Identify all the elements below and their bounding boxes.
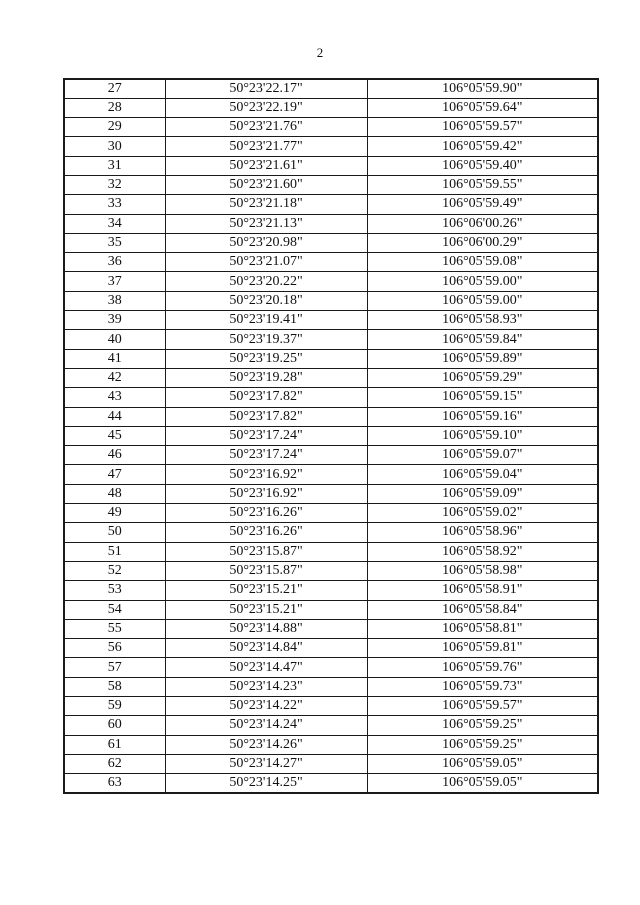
point-number-cell: 61: [64, 735, 165, 754]
latitude-cell: 50°23'14.27": [165, 754, 367, 773]
point-number-cell: 51: [64, 542, 165, 561]
longitude-cell: 106°05'59.81": [367, 639, 598, 658]
latitude-cell: 50°23'14.47": [165, 658, 367, 677]
latitude-cell: 50°23'15.21": [165, 581, 367, 600]
longitude-cell: 106°05'59.57": [367, 697, 598, 716]
table-row: [64, 214, 598, 233]
point-number-cell: 58: [64, 677, 165, 696]
table-row: [64, 658, 598, 677]
table-row: [64, 600, 598, 619]
table-row: [64, 137, 598, 156]
table-row: [64, 156, 598, 175]
table-row: [64, 98, 598, 117]
longitude-cell: 106°05'59.89": [367, 349, 598, 368]
point-number-cell: 45: [64, 426, 165, 445]
longitude-cell: 106°05'59.57": [367, 118, 598, 137]
point-number-cell: 28: [64, 98, 165, 117]
point-number-cell: 42: [64, 368, 165, 387]
point-number-cell: 38: [64, 291, 165, 310]
point-number-cell: 40: [64, 330, 165, 349]
longitude-cell: 106°05'59.07": [367, 446, 598, 465]
table-row: [64, 677, 598, 696]
latitude-cell: 50°23'20.98": [165, 233, 367, 252]
longitude-cell: 106°05'59.42": [367, 137, 598, 156]
longitude-cell: 106°06'00.29": [367, 233, 598, 252]
latitude-cell: 50°23'16.26": [165, 523, 367, 542]
latitude-cell: 50°23'16.26": [165, 504, 367, 523]
coordinates-table-body: [64, 79, 598, 793]
table-row: [64, 619, 598, 638]
longitude-cell: 106°06'00.26": [367, 214, 598, 233]
longitude-cell: 106°05'59.00": [367, 291, 598, 310]
latitude-cell: 50°23'14.24": [165, 716, 367, 735]
longitude-cell: 106°05'59.16": [367, 407, 598, 426]
latitude-cell: 50°23'21.76": [165, 118, 367, 137]
longitude-cell: 106°05'59.15": [367, 388, 598, 407]
point-number-cell: 50: [64, 523, 165, 542]
table-row: [64, 368, 598, 387]
table-row: [64, 561, 598, 580]
table-row: [64, 426, 598, 445]
table-row: [64, 253, 598, 272]
point-number-cell: 62: [64, 754, 165, 773]
longitude-cell: 106°05'58.92": [367, 542, 598, 561]
latitude-cell: 50°23'16.92": [165, 484, 367, 503]
latitude-cell: 50°23'21.60": [165, 175, 367, 194]
point-number-cell: 31: [64, 156, 165, 175]
point-number-cell: 63: [64, 774, 165, 793]
latitude-cell: 50°23'17.24": [165, 446, 367, 465]
longitude-cell: 106°05'59.49": [367, 195, 598, 214]
latitude-cell: 50°23'22.17": [165, 79, 367, 98]
point-number-cell: 35: [64, 233, 165, 252]
point-number-cell: 59: [64, 697, 165, 716]
point-number-cell: 57: [64, 658, 165, 677]
latitude-cell: 50°23'19.28": [165, 368, 367, 387]
point-number-cell: 41: [64, 349, 165, 368]
latitude-cell: 50°23'20.22": [165, 272, 367, 291]
latitude-cell: 50°23'21.18": [165, 195, 367, 214]
longitude-cell: 106°05'59.64": [367, 98, 598, 117]
latitude-cell: 50°23'14.84": [165, 639, 367, 658]
point-number-cell: 37: [64, 272, 165, 291]
table-row: [64, 716, 598, 735]
table-row: [64, 233, 598, 252]
longitude-cell: 106°05'58.93": [367, 311, 598, 330]
longitude-cell: 106°05'58.96": [367, 523, 598, 542]
table-row: [64, 349, 598, 368]
point-number-cell: 29: [64, 118, 165, 137]
table-row: [64, 118, 598, 137]
point-number-cell: 44: [64, 407, 165, 426]
latitude-cell: 50°23'19.41": [165, 311, 367, 330]
longitude-cell: 106°05'59.25": [367, 716, 598, 735]
point-number-cell: 56: [64, 639, 165, 658]
longitude-cell: 106°05'59.40": [367, 156, 598, 175]
latitude-cell: 50°23'21.13": [165, 214, 367, 233]
table-row: [64, 330, 598, 349]
latitude-cell: 50°23'19.37": [165, 330, 367, 349]
longitude-cell: 106°05'59.04": [367, 465, 598, 484]
table-row: [64, 175, 598, 194]
latitude-cell: 50°23'21.61": [165, 156, 367, 175]
point-number-cell: 27: [64, 79, 165, 98]
table-row: [64, 446, 598, 465]
latitude-cell: 50°23'21.77": [165, 137, 367, 156]
latitude-cell: 50°23'15.87": [165, 542, 367, 561]
table-row: [64, 484, 598, 503]
longitude-cell: 106°05'58.81": [367, 619, 598, 638]
table-row: [64, 735, 598, 754]
table-row: [64, 774, 598, 793]
latitude-cell: 50°23'16.92": [165, 465, 367, 484]
latitude-cell: 50°23'19.25": [165, 349, 367, 368]
table-row: [64, 272, 598, 291]
table-row: [64, 388, 598, 407]
longitude-cell: 106°05'59.05": [367, 774, 598, 793]
longitude-cell: 106°05'59.90": [367, 79, 598, 98]
longitude-cell: 106°05'59.25": [367, 735, 598, 754]
longitude-cell: 106°05'59.08": [367, 253, 598, 272]
point-number-cell: 52: [64, 561, 165, 580]
table-row: [64, 581, 598, 600]
longitude-cell: 106°05'59.10": [367, 426, 598, 445]
table-row: [64, 754, 598, 773]
point-number-cell: 53: [64, 581, 165, 600]
point-number-cell: 30: [64, 137, 165, 156]
latitude-cell: 50°23'20.18": [165, 291, 367, 310]
point-number-cell: 32: [64, 175, 165, 194]
table-row: [64, 407, 598, 426]
latitude-cell: 50°23'14.22": [165, 697, 367, 716]
longitude-cell: 106°05'59.09": [367, 484, 598, 503]
latitude-cell: 50°23'14.25": [165, 774, 367, 793]
longitude-cell: 106°05'58.84": [367, 600, 598, 619]
latitude-cell: 50°23'14.23": [165, 677, 367, 696]
longitude-cell: 106°05'59.55": [367, 175, 598, 194]
latitude-cell: 50°23'15.87": [165, 561, 367, 580]
latitude-cell: 50°23'14.88": [165, 619, 367, 638]
longitude-cell: 106°05'58.98": [367, 561, 598, 580]
point-number-cell: 54: [64, 600, 165, 619]
point-number-cell: 39: [64, 311, 165, 330]
latitude-cell: 50°23'17.82": [165, 407, 367, 426]
longitude-cell: 106°05'58.91": [367, 581, 598, 600]
table-row: [64, 311, 598, 330]
coordinates-table: [63, 78, 599, 794]
longitude-cell: 106°05'59.29": [367, 368, 598, 387]
table-row: [64, 465, 598, 484]
latitude-cell: 50°23'17.82": [165, 388, 367, 407]
table-row: [64, 697, 598, 716]
point-number-cell: 49: [64, 504, 165, 523]
longitude-cell: 106°05'59.05": [367, 754, 598, 773]
latitude-cell: 50°23'14.26": [165, 735, 367, 754]
table-row: [64, 291, 598, 310]
point-number-cell: 33: [64, 195, 165, 214]
point-number-cell: 48: [64, 484, 165, 503]
table-row: [64, 639, 598, 658]
longitude-cell: 106°05'59.00": [367, 272, 598, 291]
point-number-cell: 43: [64, 388, 165, 407]
table-row: [64, 542, 598, 561]
latitude-cell: 50°23'21.07": [165, 253, 367, 272]
longitude-cell: 106°05'59.84": [367, 330, 598, 349]
longitude-cell: 106°05'59.02": [367, 504, 598, 523]
point-number-cell: 46: [64, 446, 165, 465]
point-number-cell: 36: [64, 253, 165, 272]
table-row: [64, 195, 598, 214]
point-number-cell: 34: [64, 214, 165, 233]
table-row: [64, 523, 598, 542]
table-row: [64, 504, 598, 523]
longitude-cell: 106°05'59.73": [367, 677, 598, 696]
table-row: [64, 79, 598, 98]
point-number-cell: 47: [64, 465, 165, 484]
point-number-cell: 60: [64, 716, 165, 735]
latitude-cell: 50°23'22.19": [165, 98, 367, 117]
latitude-cell: 50°23'15.21": [165, 600, 367, 619]
page-number: 2: [316, 45, 324, 60]
longitude-cell: 106°05'59.76": [367, 658, 598, 677]
point-number-cell: 55: [64, 619, 165, 638]
latitude-cell: 50°23'17.24": [165, 426, 367, 445]
